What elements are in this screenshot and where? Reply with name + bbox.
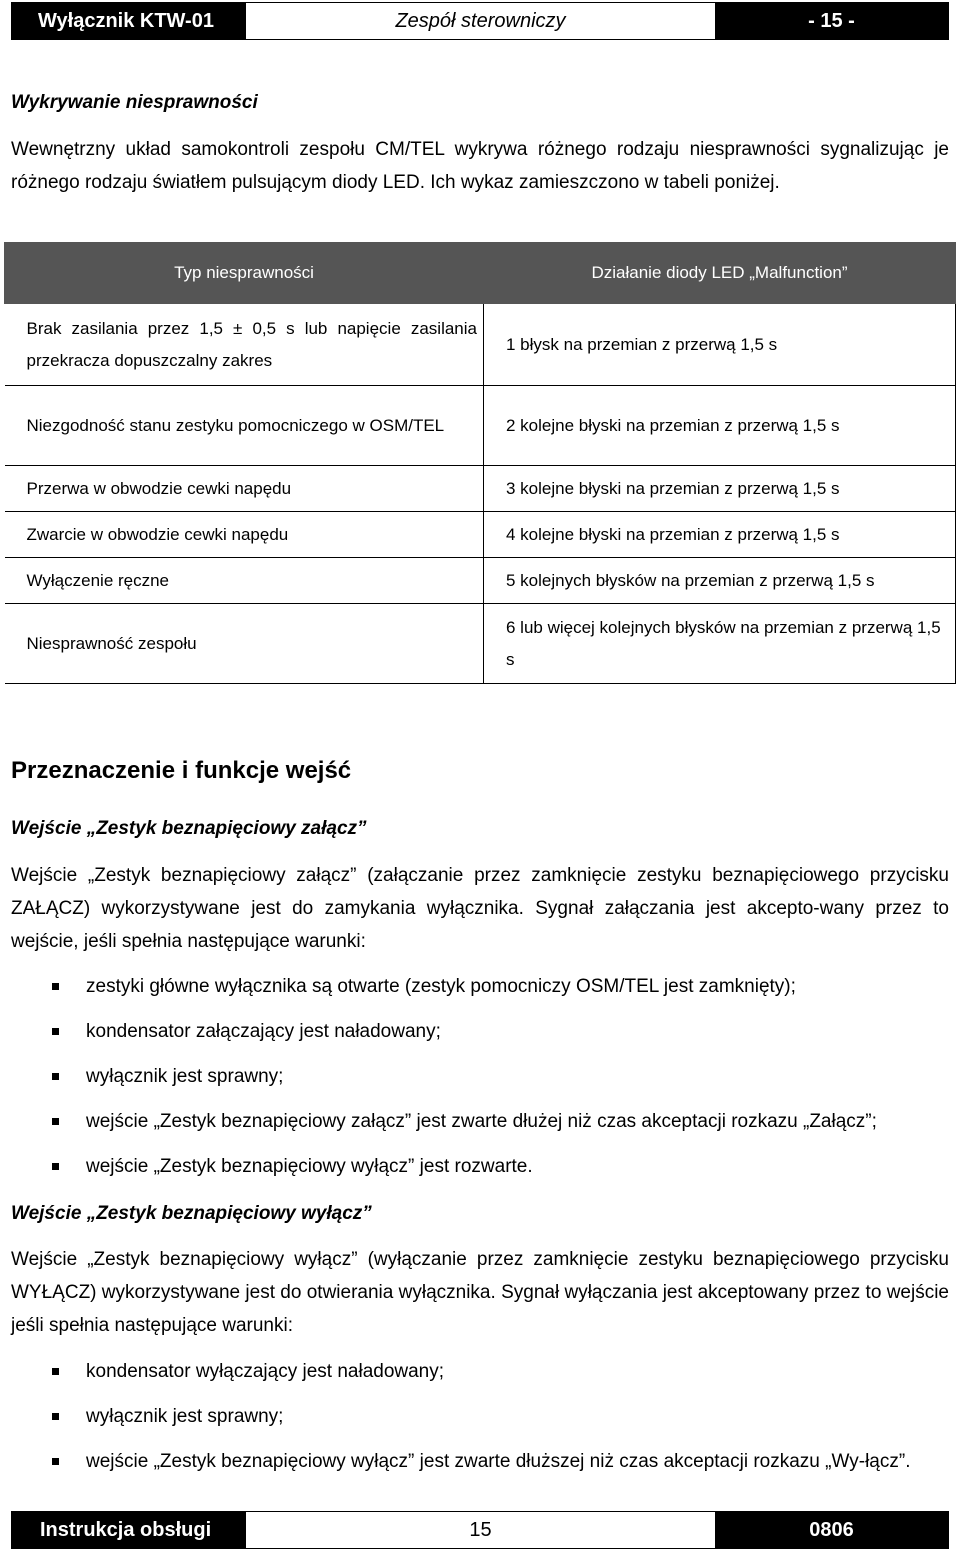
bullet-square-icon: [52, 1118, 59, 1125]
bullet-square-icon: [52, 1073, 59, 1080]
table-cell-fault: Niesprawność zespołu: [5, 604, 484, 684]
bullet-square-icon: [52, 1028, 59, 1035]
table-cell-led: 5 kolejnych błysków na przemian z przerwą 1,5 s: [484, 558, 956, 604]
table-cell-fault: Niezgodność stanu zestyku pomocniczego w OSM/TEL: [5, 386, 484, 466]
table-cell-led: 6 lub więcej kolejnych błysków na przemian z przerwą 1,5 s: [484, 604, 956, 684]
table-cell-fault: Zwarcie w obwodzie cewki napędu: [5, 512, 484, 558]
bullet-square-icon: [52, 1458, 59, 1465]
table-cell-led: 4 kolejne błyski na przemian z przerwą 1,5 s: [484, 512, 956, 558]
table-cell-fault: Wyłączenie ręczne: [5, 558, 484, 604]
table-row: [5, 386, 956, 466]
table-header-row: [5, 243, 956, 304]
table-row: [5, 466, 956, 512]
open-input-paragraph: Wejście „Zestyk beznapięciowy wyłącz” (wyłączanie przez zamknięcie zestyku beznapięciowego przycisku WYŁĄCZ) wykorzystywane jest do otwierania wyłącznika. Sygnał wyłączania jest akceptowany przez to wejście jeśli spełnia następujące warunki:: [11, 1249, 949, 1336]
table-cell-led: 3 kolejne błyski na przemian z przerwą 1,5 s: [484, 466, 956, 512]
list-item: zestyki główne wyłącznika są otwarte (zestyk pomocniczy OSM/TEL jest zamknięty);: [11, 970, 949, 1003]
close-input-heading: Wejście „Zestyk beznapięciowy załącz”: [11, 818, 367, 839]
bullet-square-icon: [52, 983, 59, 990]
page-footer: [11, 1511, 949, 1549]
table-row: [5, 604, 956, 684]
open-input-heading: Wejście „Zestyk beznapięciowy wyłącz”: [11, 1203, 372, 1224]
list-item: wyłącznik jest sprawny;: [11, 1060, 949, 1093]
table-header-fault: Typ niesprawności: [5, 243, 484, 304]
header-section: Zespół sterowniczy: [246, 3, 715, 39]
bullet-square-icon: [52, 1413, 59, 1420]
table-cell-fault: Przerwa w obwodzie cewki napędu: [5, 466, 484, 512]
header-product: Wyłącznik KTW-01: [12, 3, 246, 39]
table-cell-led: 1 błysk na przemian z przerwą 1,5 s: [484, 304, 956, 386]
footer-page-number: 15: [246, 1512, 715, 1548]
header-page-number: - 15 -: [715, 3, 948, 39]
list-item: wejście „Zestyk beznapięciowy wyłącz” jest zwarte dłuższej niż czas akceptacji rozkazu „Wy-łącz”.: [11, 1445, 949, 1478]
footer-code: 0806: [715, 1512, 948, 1548]
list-item: kondensator wyłączający jest naładowany;: [11, 1355, 949, 1388]
close-input-paragraph: Wejście „Zestyk beznapięciowy załącz” (załączanie przez zamknięcie zestyku beznapięciowego przycisku ZAŁĄCZ) wykorzystywane jest do zamykania wyłącznika. Sygnał załączania jest akcepto-wany przez to wejście, jeśli spełnia następujące warunki:: [11, 865, 949, 952]
bullet-square-icon: [52, 1163, 59, 1170]
bullet-square-icon: [52, 1368, 59, 1375]
table-header-led: Działanie diody LED „Malfunction”: [484, 243, 956, 304]
close-input-conditions: [11, 970, 949, 1183]
fault-table: [4, 242, 956, 684]
list-item: kondensator załączający jest naładowany;: [11, 1015, 949, 1048]
open-input-conditions: [11, 1355, 949, 1478]
list-item: wyłącznik jest sprawny;: [11, 1400, 949, 1433]
table-row: [5, 304, 956, 386]
fault-detection-heading: Wykrywanie niesprawności: [11, 92, 258, 113]
footer-doc-title: Instrukcja obsługi: [12, 1512, 246, 1548]
inputs-heading: Przeznaczenie i funkcje wejść: [11, 757, 352, 784]
list-item: wejście „Zestyk beznapięciowy wyłącz” jest rozwarte.: [11, 1150, 949, 1183]
page-header: [11, 2, 949, 40]
list-item: wejście „Zestyk beznapięciowy załącz” jest zwarte dłużej niż czas akceptacji rozkazu „Załącz”;: [11, 1105, 949, 1138]
fault-detection-paragraph: Wewnętrzny układ samokontroli zespołu CM/TEL wykrywa różnego rodzaju niesprawności sygnalizując je różnego rodzaju światłem pulsującym diody LED. Ich wykaz zamieszczono w tabeli poniżej.: [11, 139, 949, 193]
table-cell-led: 2 kolejne błyski na przemian z przerwą 1,5 s: [484, 386, 956, 466]
table-cell-fault: Brak zasilania przez 1,5 ± 0,5 s lub napięcie zasilania przekracza dopuszczalny zakres: [5, 304, 484, 386]
table-row: [5, 512, 956, 558]
table-row: [5, 558, 956, 604]
